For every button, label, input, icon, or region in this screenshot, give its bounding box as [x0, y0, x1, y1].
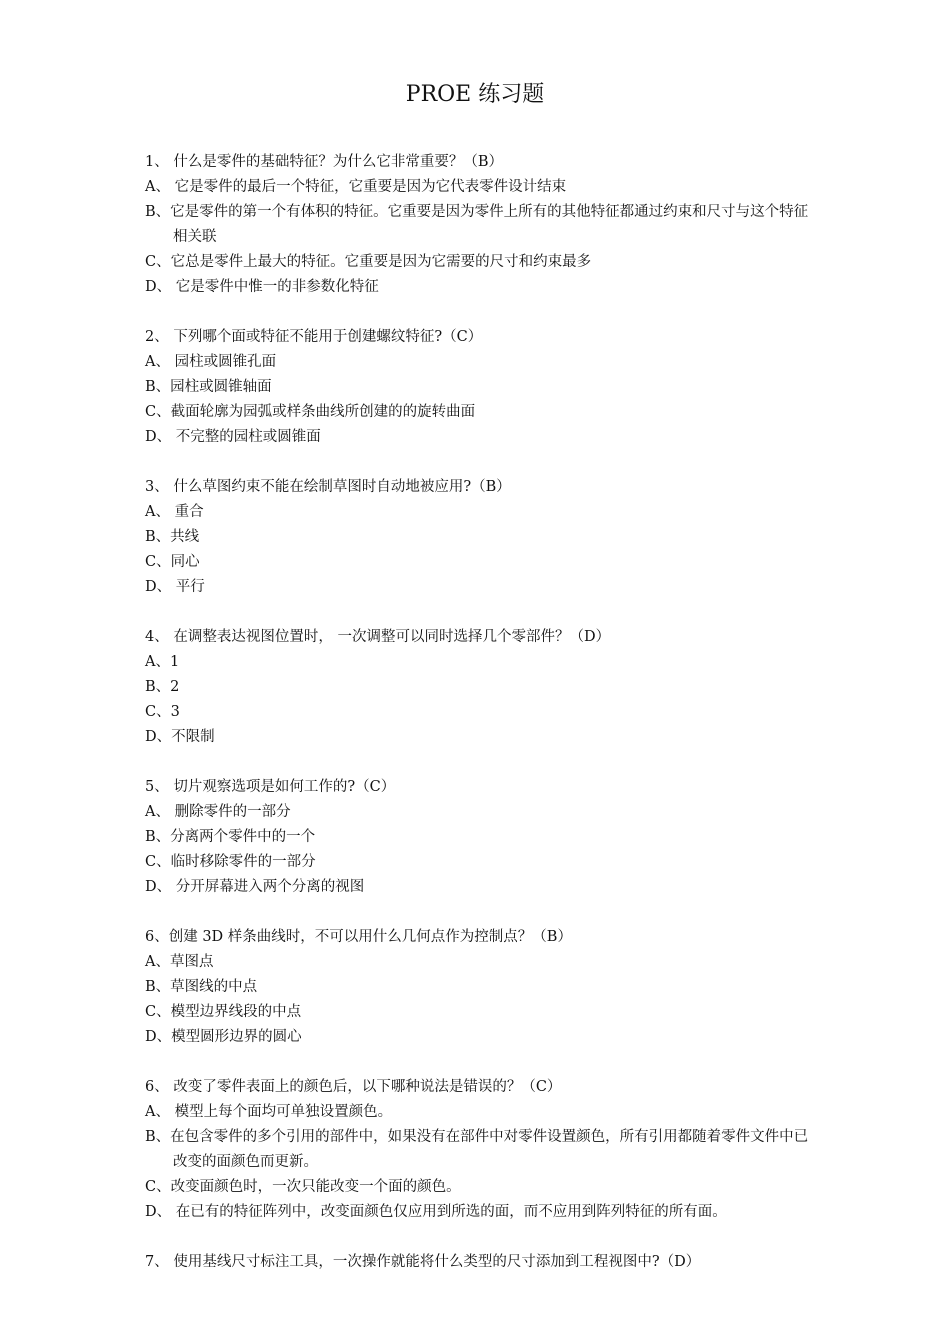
- question-text: 3、 什么草图约束不能在绘制草图时自动地被应用?（B）: [145, 479, 511, 495]
- question-block: [145, 325, 810, 450]
- question-text: 2、 下列哪个面或特征不能用于创建螺纹特征?（C）: [145, 329, 483, 345]
- question-text: 5、 切片观察选项是如何工作的?（C）: [145, 779, 396, 795]
- question-list: [145, 150, 810, 1300]
- question-text: 7、 使用基线尺寸标注工具，一次操作就能将什么类型的尺寸添加到工程视图中?（D）: [145, 1254, 701, 1270]
- question-block: [145, 1075, 810, 1225]
- answer-option: C、同心: [145, 554, 200, 570]
- answer-option: A、 重合: [145, 504, 204, 520]
- answer-option: C、改变面颜色时，一次只能改变一个面的颜色。: [145, 1179, 461, 1195]
- answer-option: B、2: [145, 679, 180, 695]
- question-block: [145, 625, 810, 750]
- question-text: 6、 改变了零件表面上的颜色后，以下哪种说法是错误的？（C）: [145, 1079, 562, 1095]
- answer-option: C、3: [145, 704, 180, 720]
- answer-option: A、 模型上每个面均可单独设置颜色。: [145, 1104, 393, 1120]
- answer-option: D、模型圆形边界的圆心: [145, 1029, 302, 1045]
- answer-option: B、园柱或圆锥轴面: [145, 379, 272, 395]
- question-block: [145, 150, 810, 300]
- question-block: [145, 775, 810, 900]
- answer-option: A、1: [145, 654, 180, 670]
- question-block: [145, 1250, 810, 1275]
- question-text: 6、创建 3D 样条曲线时，不可以用什么几何点作为控制点？（B）: [145, 929, 572, 945]
- question-text: 4、 在调整表达视图位置时， 一次调整可以同时选择几个零部件？（D）: [145, 629, 611, 645]
- answer-option: B、在包含零件的多个引用的部件中，如果没有在部件中对零件设置颜色，所有引用都随着零件文件中已改变的面颜色而更新。: [145, 1129, 809, 1170]
- answer-option: B、它是零件的第一个有体积的特征。它重要是因为零件上所有的其他特征都通过约束和尺寸与这个特征相关联: [145, 204, 809, 245]
- answer-option: A、 它是零件的最后一个特征，它重要是因为它代表零件设计结束: [145, 179, 567, 195]
- answer-option: B、分离两个零件中的一个: [145, 829, 316, 845]
- answer-option: D、不限制: [145, 729, 215, 745]
- answer-option: D、 它是零件中惟一的非参数化特征: [145, 279, 379, 295]
- answer-option: D、 在已有的特征阵列中，改变面颜色仅应用到所选的面，而不应用到阵列特征的所有面。: [145, 1204, 727, 1220]
- answer-option: C、截面轮廓为园弧或样条曲线所创建的的旋转曲面: [145, 404, 476, 420]
- question-block: [145, 475, 810, 600]
- question-text: 1、 什么是零件的基础特征？为什么它非常重要？（B）: [145, 154, 503, 170]
- answer-option: A、 删除零件的一部分: [145, 804, 291, 820]
- answer-option: D、 分开屏幕进入两个分离的视图: [145, 879, 365, 895]
- answer-option: A、 园柱或圆锥孔面: [145, 354, 277, 370]
- document-title: PROE 练习题: [405, 82, 545, 107]
- answer-option: A、草图点: [145, 954, 214, 970]
- answer-option: C、模型边界线段的中点: [145, 1004, 302, 1020]
- question-block: [145, 925, 810, 1050]
- answer-option: C、它总是零件上最大的特征。它重要是因为它需要的尺寸和约束最多: [145, 254, 592, 270]
- answer-option: C、临时移除零件的一部分: [145, 854, 316, 870]
- answer-option: B、草图线的中点: [145, 979, 258, 995]
- answer-option: D、 不完整的园柱或圆锥面: [145, 429, 321, 445]
- answer-option: B、共线: [145, 529, 200, 545]
- answer-option: D、 平行: [145, 579, 205, 595]
